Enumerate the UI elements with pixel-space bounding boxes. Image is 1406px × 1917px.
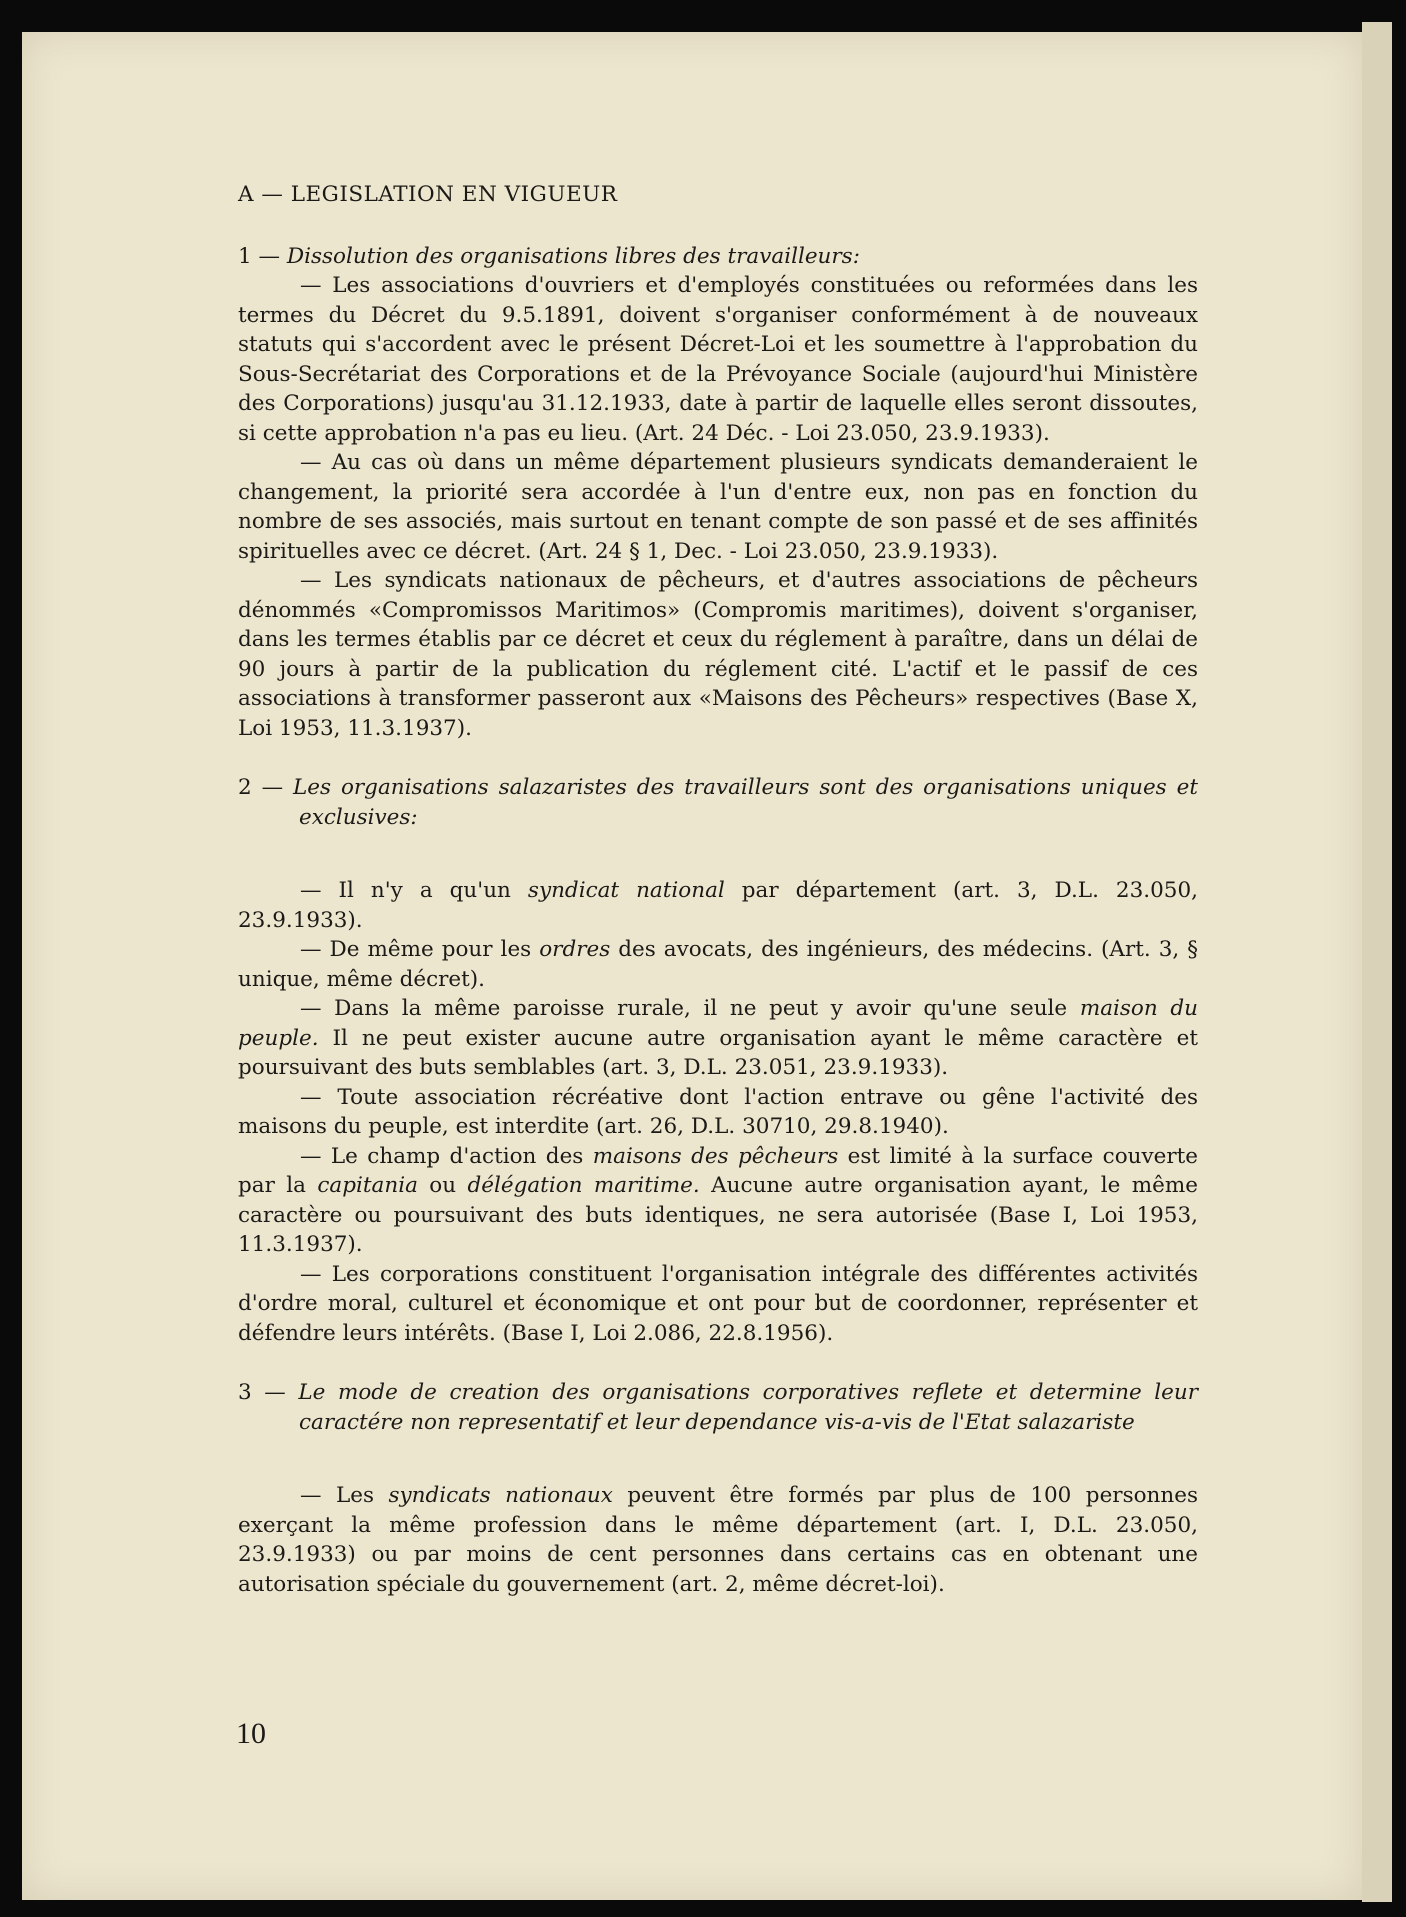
section-2-paragraph-5: — Le champ d'action des maisons des pêcheurs est limité à la surface couverte par la capitania ou délégation maritime. Aucune autre organisation ayant, le même caractère ou poursuivant des buts identiques, ne sera autorisée (Base I, Loi 1953, 11.3.1937).: [238, 1143, 1199, 1257]
section-2-number: 2 —: [238, 775, 284, 800]
section-1-paragraph-1: — Les associations d'ouvriers et d'employés constituées ou reformées dans les termes du Décret du 9.5.1891, doivent s'organiser conformément à de nouveaux statuts qui s'accordent avec le présent Décret-Loi et les soumettre à l'approbation du Sous-Secrétariat des Corporations et de la Prévoyance Sociale (aujourd'hui Ministère des Corporations) jusqu'au 31.12.1933, date à partir de laquelle elles seront dissoutes, si cette approbation n'a pas eu lieu. (Art. 24 Déc. - Loi 23.050, 23.9.1933).: [238, 273, 1198, 446]
section-2-paragraph-2: — De même pour les ordres des avocats, des ingénieurs, des médecins. (Art. 3, § unique, même décret).: [238, 937, 1198, 992]
section-3-paragraph-1: — Les syndicats nationaux peuvent être formés par plus de 100 personnes exerçant la même profession dans le même département (art. I, D.L. 23.050, 23.9.1933) ou par moins de cent personnes dans certains cas en obtenant une autorisation spéciale du gouvernement (art. 2, même décret-loi).: [238, 1483, 1198, 1597]
section-heading: A — LEGISLATION EN VIGUEUR: [238, 182, 618, 207]
section-1-title: [238, 242, 1198, 272]
document-body: [238, 180, 1198, 1599]
section-3-number: 3 —: [238, 1380, 286, 1405]
section-2-heading: Les organisations salazaristes des travailleurs sont des organisations uniques et exclusives:: [293, 775, 1198, 830]
section-1-number: 1 —: [238, 243, 281, 269]
section-2-title: [238, 773, 1198, 832]
section-3-heading: Le mode de creation des organisations corporatives reflete et determine leur caractére non representatif et leur dependance vis-a-vis de l'Etat salazariste: [298, 1380, 1198, 1435]
section-3-title: [238, 1378, 1198, 1437]
section-2-paragraph-6: — Les corporations constituent l'organisation intégrale des différentes activités d'ordre moral, culturel et économique et ont pour but de coordonner, représenter et défendre leurs intérêts. (Base I, Loi 2.086, 22.8.1956).: [238, 1261, 1198, 1346]
section-1-paragraph-3: — Les syndicats nationaux de pêcheurs, et d'autres associations de pêcheurs dénommés «Compromissos Maritimos» (Compromis maritimes), doivent s'organiser, dans les termes établis par ce décret et ceux du réglement à paraître, dans un délai de 90 jours à partir de la publication du réglement cité. L'actif et le passif de ces associations à transformer passeront aux «Maisons des Pêcheurs» respectives (Base X, Loi 1953, 11.3.1937).: [238, 568, 1198, 741]
section-1-paragraph-2: — Au cas où dans un même département plusieurs syndicats demanderaient le changement, la priorité sera accordée à l'un d'entre eux, non pas en fonction du nombre de ses associés, mais surtout en tenant compte de son passé et de ses affinités spirituelles avec ce décret. (Art. 24 § 1, Dec. - Loi 23.050, 23.9.1933).: [238, 450, 1198, 564]
section-2-paragraph-3: — Dans la même paroisse rurale, il ne peut y avoir qu'une seule maison du peuple. Il ne peut exister aucune autre organisation ayant le même caractère et poursuivant des buts semblables (art. 3, D.L. 23.051, 23.9.1933).: [238, 996, 1198, 1080]
section-1-heading: Dissolution des organisations libres des travailleurs:: [286, 243, 860, 269]
page-number: 10: [236, 1717, 266, 1750]
section-2-paragraph-1: — Il n'y a qu'un syndicat national par département (art. 3, D.L. 23.050, 23.9.1933).: [238, 878, 1198, 933]
section-2-paragraph-4: — Toute association récréative dont l'action entrave ou gêne l'activité des maisons du peuple, est interdite (art. 26, D.L. 30710, 29.8.1940).: [238, 1084, 1198, 1139]
next-page-edge: [1362, 22, 1392, 1902]
